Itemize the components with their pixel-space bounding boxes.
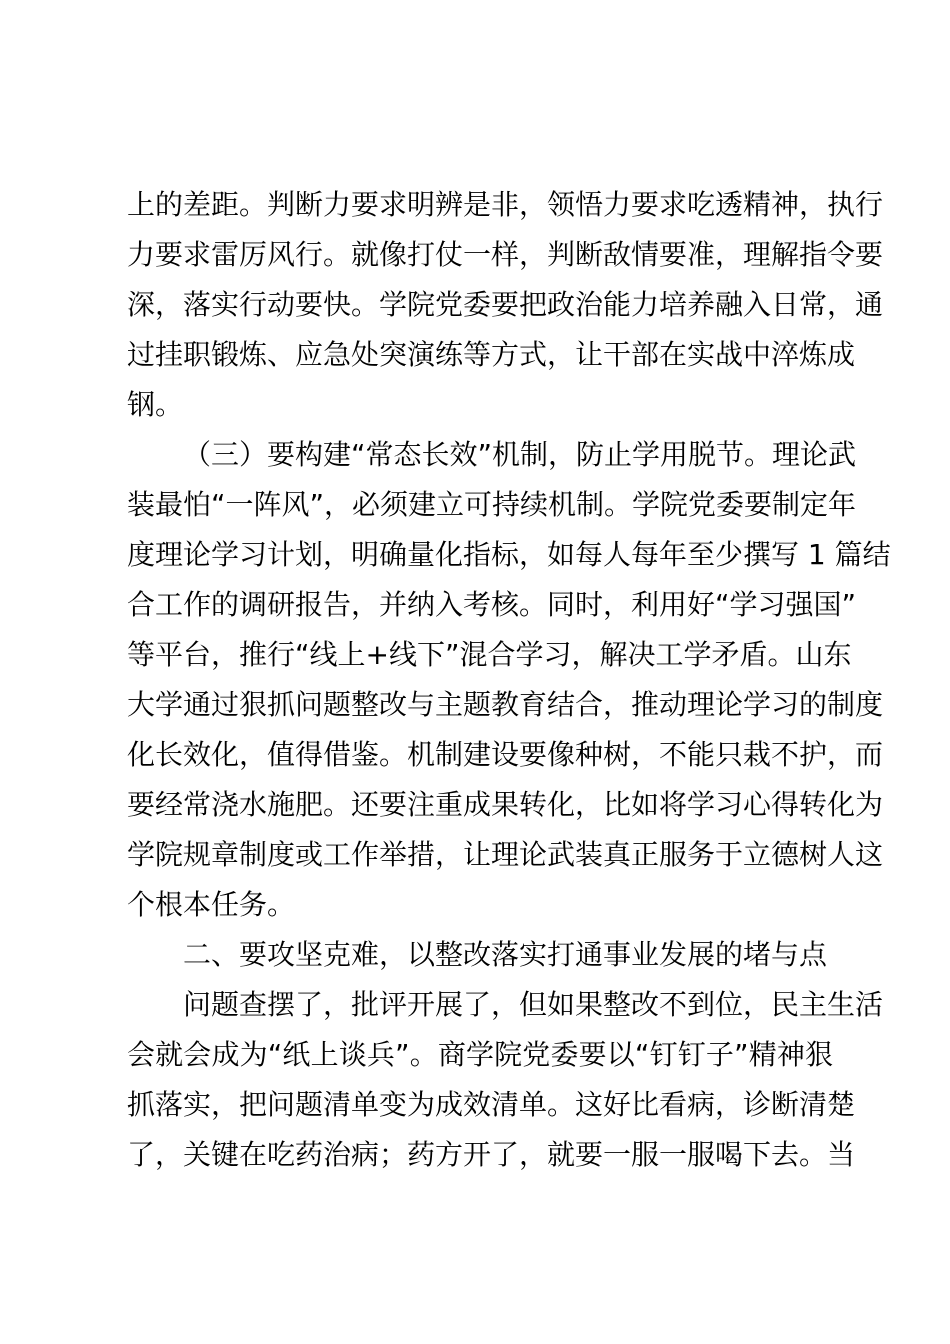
text-line: 化长效化，值得借鉴。机制建设要像种树，不能只栽不护，而 (127, 738, 884, 771)
text-line: 抓落实，把问题清单变为成效清单。这好比看病，诊断清楚 (127, 1088, 856, 1121)
text-line: 学院规章制度或工作举措，让理论武装真正服务于立德树人这 (127, 838, 884, 871)
text-line: 二、要攻坚克难，以整改落实打通事业发展的堵与点 (183, 938, 828, 971)
text-line: 力要求雷厉风行。就像打仗一样，判断敌情要准，理解指令要 (127, 238, 884, 271)
text-line: 度理论学习计划，明确量化指标，如每人每年至少撰写 1 篇结 (127, 538, 891, 571)
paragraph (127, 980, 884, 1180)
text-line: 钢。 (127, 388, 184, 421)
section-heading (127, 930, 833, 980)
text-line: 装最怕“一阵风”，必须建立可持续机制。学院党委要制定年 (127, 488, 857, 521)
text-line: 问题查摆了，批评开展了，但如果整改不到位，民主生活 (183, 988, 884, 1021)
document-page (127, 180, 891, 1180)
text-line: 深，落实行动要快。学院党委要把政治能力培养融入日常，通 (127, 288, 884, 321)
text-line: 大学通过狠抓问题整改与主题教育结合，推动理论学习的制度 (127, 688, 884, 721)
text-line: 上的差距。判断力要求明辨是非，领悟力要求吃透精神，执行 (127, 188, 884, 221)
paragraph (127, 430, 891, 930)
text-line: 了，关键在吃药治病；药方开了，就要一服一服喝下去。当 (127, 1138, 856, 1171)
text-line: 会就会成为“纸上谈兵”。商学院党委要以“钉钉子”精神狠 (127, 1038, 833, 1071)
paragraph (127, 180, 884, 430)
text-line: 个根本任务。 (127, 888, 296, 921)
text-line: 过挂职锻炼、应急处突演练等方式，让干部在实战中淬炼成 (127, 338, 856, 371)
text-line: 合工作的调研报告，并纳入考核。同时，利用好“学习强国” (127, 588, 857, 621)
text-line: 要经常浇水施肥。还要注重成果转化，比如将学习心得转化为 (127, 788, 884, 821)
text-line: （三）要构建“常态长效”机制，防止学用脱节。理论武 (183, 438, 857, 471)
text-line: 等平台，推行“线上+线下”混合学习，解决工学矛盾。山东 (127, 638, 852, 671)
